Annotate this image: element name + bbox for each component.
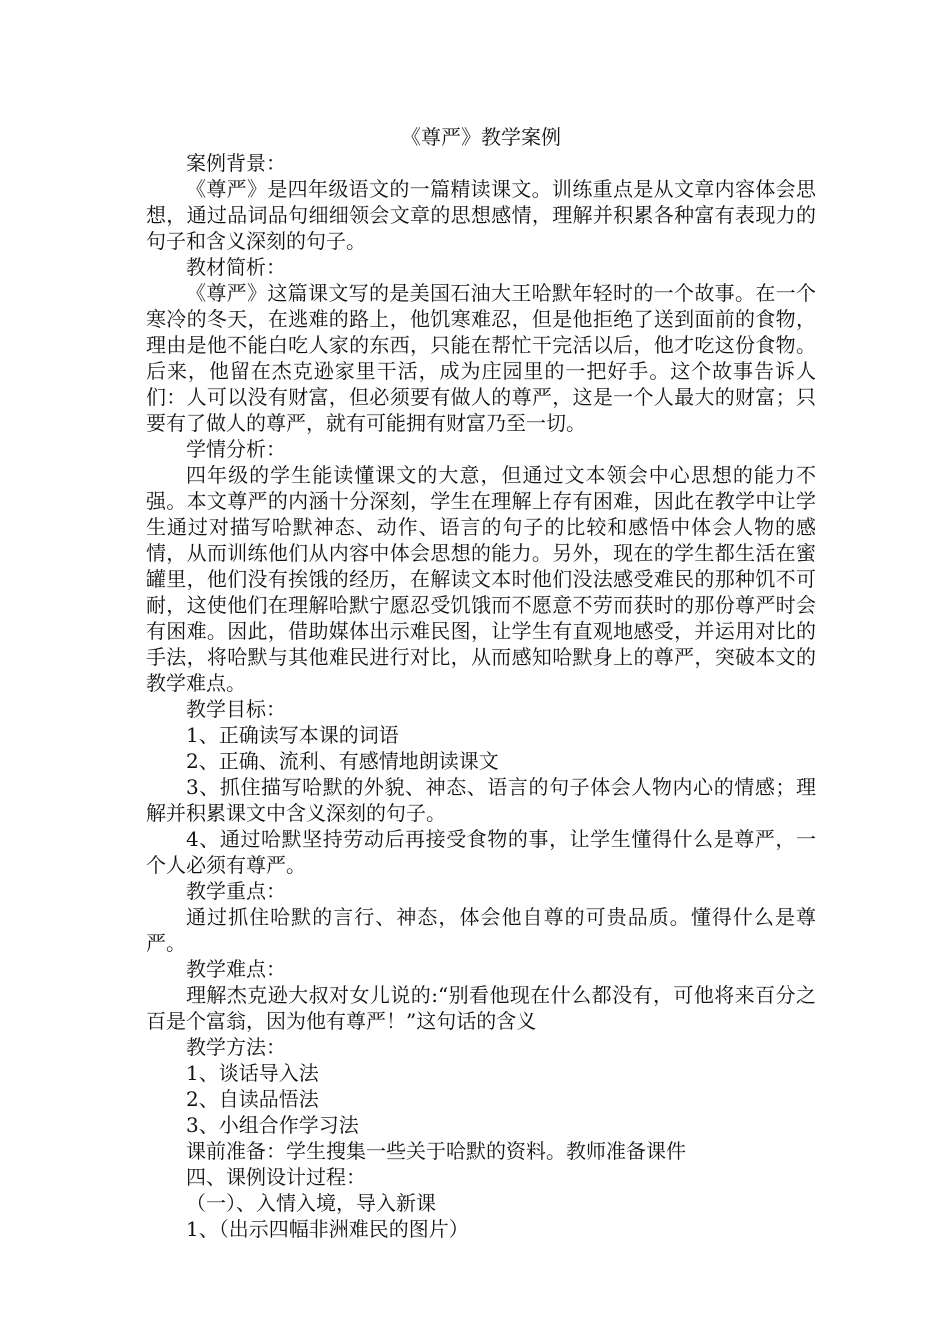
section-heading-background: 案例背景： — [186, 151, 286, 175]
section-heading-difficulty: 教学难点： — [186, 957, 286, 981]
section-heading-methods: 教学方法： — [186, 1035, 286, 1059]
paragraph-key-points: 通过抓住哈默的言行、神态，体会他自尊的可贵品质。懂得什么是尊严。 — [146, 905, 816, 955]
list-item-method-1: 1、谈话导入法 — [186, 1061, 319, 1085]
list-item-goal-3: 3、抓住描写哈默的外貌、神态、语言的句子体会人物内心的情感；理解并积累课文中含义深刻的句子。 — [146, 775, 816, 825]
list-item-goal-4: 4、通过哈默坚持劳动后再接受食物的事，让学生懂得什么是尊严，一个人必须有尊严。 — [146, 827, 816, 877]
section-heading-key-points: 教学重点： — [186, 879, 286, 903]
list-item-goal-2: 2、正确、流利、有感情地朗读课文 — [186, 749, 499, 773]
paragraph-preparation: 课前准备：学生搜集一些关于哈默的资料。教师准备课件 — [186, 1139, 686, 1163]
list-item-method-3: 3、小组合作学习法 — [186, 1113, 359, 1137]
list-item-goal-1: 1、正确读写本课的词语 — [186, 723, 399, 747]
paragraph-background: 《尊严》是四年级语文的一篇精读课文。训练重点是从文章内容体会思想，通过品词品句细细领会文章的思想感情，理解并积累各种富有表现力的句子和含义深刻的句子。 — [146, 177, 816, 253]
document-title: 《尊严》教学案例 — [401, 125, 561, 149]
section-heading-material: 教材简析： — [186, 255, 286, 279]
paragraph-difficulty: 理解杰克逊大叔对女儿说的:“别看他现在什么都没有，可他将来百分之百是个富翁，因为他有尊严！”这句话的含义 — [146, 983, 816, 1033]
paragraph-material: 《尊严》这篇课文写的是美国石油大王哈默年轻时的一个故事。在一个寒冷的冬天，在逃难的路上，他饥寒难忍，但是他拒绝了送到面前的食物，理由是他不能白吃人家的东西，只能在帮忙干完活以后，他才吃这份食物。后来，他留在杰克逊家里干活，成为庄园里的一把好手。这个故事告诉人们：人可以没有财富，但必须要有做人的尊严，这是一个人最大的财富；只要有了做人的尊严，就有可能拥有财富乃至一切。 — [146, 281, 816, 435]
section-heading-goals: 教学目标： — [186, 697, 286, 721]
section-heading-students: 学情分析： — [186, 437, 286, 461]
section-heading-design: 四、课例设计过程： — [186, 1165, 366, 1189]
subsection-heading-intro: （一）、入情入境，导入新课 — [186, 1191, 436, 1215]
document-page — [146, 124, 816, 1242]
list-item-method-2: 2、自读品悟法 — [186, 1087, 319, 1111]
paragraph-students: 四年级的学生能读懂课文的大意，但通过文本领会中心思想的能力不强。本文尊严的内涵十分深刻，学生在理解上存有困难，因此在教学中让学生通过对描写哈默神态、动作、语言的句子的比较和感悟中体会人物的感情，从而训练他们从内容中体会思想的能力。另外，现在的学生都生活在蜜罐里，他们没有挨饿的经历，在解读文本时他们没法感受难民的那种饥不可耐，这使他们在理解哈默宁愿忍受饥饿而不愿意不劳而获时的那份尊严时会有困难。因此，借助媒体出示难民图，让学生有直观地感受，并运用对比的手法，将哈默与其他难民进行对比，从而感知哈默身上的尊严，突破本文的教学难点。 — [146, 463, 816, 695]
list-item-step-1: 1、（出示四幅非洲难民的图片） — [186, 1217, 469, 1241]
